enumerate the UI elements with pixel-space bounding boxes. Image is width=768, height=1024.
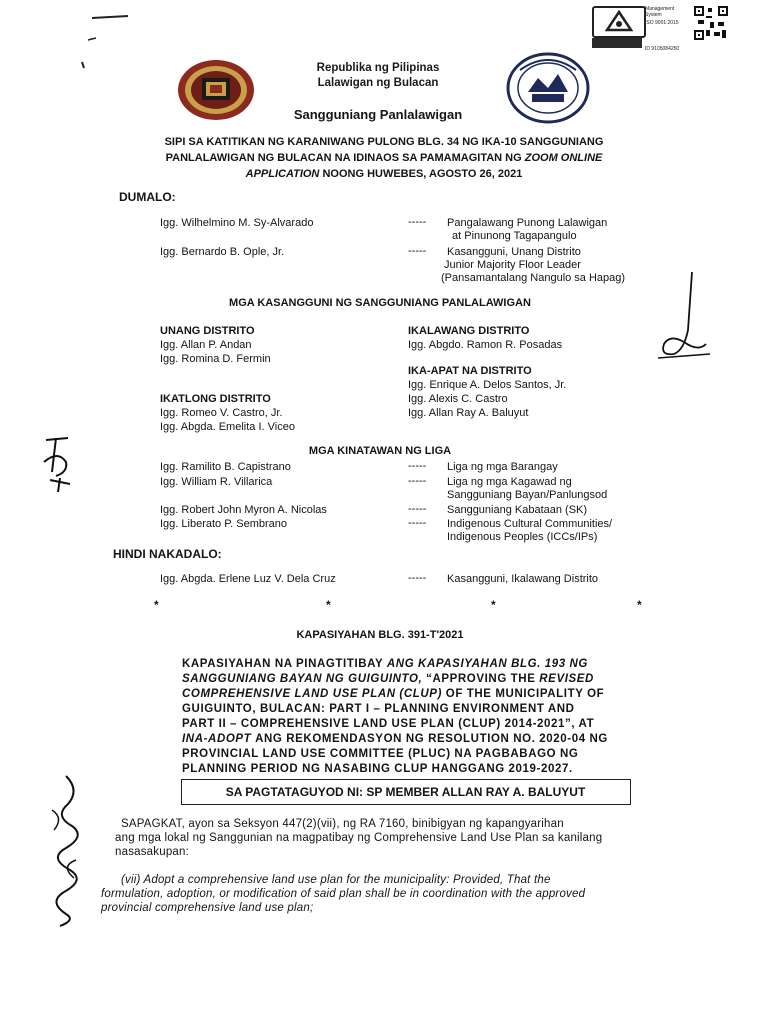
district-heading-4: IKA-APAT NA DISTRITO (408, 365, 532, 377)
district-member: Igg. Allan P. Andan (160, 339, 252, 351)
council-name: Sangguniang Panlalawigan (293, 107, 463, 122)
officer-role-2c: (Pansamantalang Nangulo sa Hapag) (441, 272, 626, 284)
officer-role-1b: at Pinunong Tagapangulo (452, 230, 577, 242)
bulacan-seal-icon (506, 52, 590, 124)
league-dash: ----- (408, 460, 427, 472)
absent-role: Kasangguni, Ikalawang Distrito (447, 573, 599, 585)
whereas-line: nasasakupan: (115, 846, 190, 858)
officer-role-2b: Junior Majority Floor Leader (444, 259, 581, 271)
resolution-title-segment: PROVINCIAL LAND USE COMMITTEE (PLUC) NA PAGBABAGO NG (182, 748, 579, 760)
league-heading: MGA KINATAWAN NG LIGA (308, 445, 452, 457)
district-member: Igg. Romeo V. Castro, Jr. (160, 407, 283, 419)
present-label: DUMALO: (119, 190, 176, 204)
resolution-title-line (182, 702, 608, 717)
league-name: Igg. Liberato P. Sembrano (160, 518, 287, 530)
officer-dash-1: ----- (408, 216, 427, 228)
whereas-line: SAPAGKAT, ayon sa Seksyon 447(2)(vii), ng RA 7160, binibigyan ng kapangyarihan (121, 818, 564, 830)
minutes-title (110, 134, 658, 182)
margin-signature-left (36, 770, 96, 930)
cert-system-label: Management System (645, 6, 675, 18)
absent-dash: ----- (408, 572, 427, 584)
members-heading: MGA KASANGGUNI NG SANGGUNIANG PANLALAWIGAN (229, 297, 531, 309)
league-dash: ----- (408, 517, 427, 529)
resolution-title-segment: INA-ADOPT (182, 733, 256, 745)
sangguniang-seal-icon (176, 58, 256, 122)
resolution-title-line (182, 717, 608, 732)
quoted-provision (101, 873, 585, 915)
minutes-title-line-2: PANLALAWIGAN NG BULACAN NA IDINAOS SA PAMAMAGITAN NG ZOOM ONLINE (165, 152, 603, 164)
district-heading-3: IKATLONG DISTRITO (160, 393, 271, 405)
league-name: Igg. William R. Villarica (160, 476, 273, 488)
absent-name: Igg. Abgda. Erlene Luz V. Dela Cruz (160, 573, 336, 585)
league-dash: ----- (408, 475, 427, 487)
quote-line: formulation, adoption, or modification of said plan shall be in coordination with the approved (101, 888, 586, 900)
officer-role-1a: Pangalawang Punong Lalawigan (447, 217, 608, 229)
whereas-line: ang mga lokal ng Sanggunian na magpatibay ng Comprehensive Land Use Plan sa kanilang (115, 832, 603, 844)
district-member: Igg. Abgda. Emelita I. Viceo (160, 421, 295, 433)
resolution-title-segment: OF THE MUNICIPALITY OF (445, 688, 605, 700)
resolution-title-segment: GUIGUINTO, BULACAN: PART I – PLANNING ENVIRONMENT AND (182, 703, 575, 715)
league-role: Sangguniang Bayan/Panlungsod (447, 489, 608, 501)
cert-standard: ISO 9001:2015 (645, 20, 679, 26)
league-role: Indigenous Cultural Communities/ (447, 518, 613, 530)
resolution-number: KAPASIYAHAN BLG. 391-T'2021 (296, 629, 464, 641)
resolution-title-segment: REVISED (539, 673, 594, 685)
resolution-title-line (182, 672, 608, 687)
district-heading-2: IKALAWANG DISTRITO (408, 325, 530, 337)
sponsor-line: SA PAGTATAGUYOD NI: SP MEMBER ALLAN RAY A. BALUYUT (225, 785, 586, 799)
resolution-title-segment: PART II – COMPREHENSIVE LAND USE PLAN (CLUP) 2014-2021”, AT (182, 718, 595, 730)
resolution-title-line (182, 732, 608, 747)
cert-id: ID 9105084250 (645, 46, 680, 52)
resolution-title-segment: SANGGUNIANG BAYAN NG GUIGUINTO, (182, 673, 427, 685)
sponsor-box (181, 779, 631, 805)
margin-scribble (80, 10, 140, 70)
league-name: Igg. Robert John Myron A. Nicolas (160, 504, 327, 516)
minutes-title-line-3: APPLICATION NOONG HUWEBES, AGOSTO 26, 2021 (245, 168, 523, 180)
league-role: Indigenous Peoples (ICCs/IPs) (447, 531, 598, 543)
resolution-title-segment: PLANNING PERIOD NG NASABING CLUP HANGGANG 2019-2027. (182, 763, 573, 775)
league-role: Liga ng mga Barangay (447, 461, 558, 473)
quote-line: provincial comprehensive land use plan; (101, 902, 314, 914)
league-role: Sangguniang Kabataan (SK) (447, 504, 588, 516)
resolution-title-line (182, 687, 608, 702)
league-name: Igg. Ramilito B. Capistrano (160, 461, 291, 473)
league-dash: ----- (408, 503, 427, 515)
margin-signature-right (654, 270, 714, 380)
district-heading-1: UNANG DISTRITO (160, 325, 255, 337)
resolution-title-line (182, 747, 608, 762)
minutes-title-line-1: SIPI SA KATITIKAN NG KARANIWANG PULONG BLG. 34 NG IKA-10 SANGGUNIANG (164, 136, 604, 148)
absent-label: HINDI NAKADALO: (113, 547, 222, 561)
margin-initials-left (38, 432, 78, 496)
officer-name-1: Igg. Wilhelmino M. Sy-Alvarado (160, 217, 314, 229)
tuv-triangle-icon (594, 8, 644, 36)
separator-star: * (326, 598, 331, 612)
resolution-title-segment: ANG KAPASIYAHAN BLG. 193 NG (386, 658, 588, 670)
tuv-certification-badge (592, 6, 646, 38)
resolution-title (182, 657, 608, 777)
separator-star: * (637, 598, 642, 612)
district-member: Igg. Abgdo. Ramon R. Posadas (408, 339, 563, 351)
separator-star: * (154, 598, 159, 612)
district-member: Igg. Alexis C. Castro (408, 393, 508, 405)
whereas-paragraph (115, 817, 602, 859)
qr-code-icon (694, 6, 728, 40)
resolution-title-segment: KAPASIYAHAN NA PINAGTITIBAY (182, 658, 387, 670)
separator-star: * (491, 598, 496, 612)
district-member: Igg. Romina D. Fermin (160, 353, 271, 365)
district-member: Igg. Enrique A. Delos Santos, Jr. (408, 379, 567, 391)
officer-role-2a: Kasangguni, Unang Distrito (447, 246, 581, 258)
quote-line: (vii) Adopt a comprehensive land use plan for the municipality: Provided, That the (121, 874, 551, 886)
resolution-title-segment: “APPROVING THE (426, 673, 540, 685)
province-line: Lalawigan ng Bulacan (317, 77, 439, 89)
league-role: Liga ng mga Kagawad ng (447, 476, 572, 488)
cert-bar (592, 38, 642, 48)
resolution-title-segment: ANG REKOMENDASYON NG RESOLUTION NO. 2020-04 NG (255, 733, 608, 745)
district-member: Igg. Allan Ray A. Baluyut (408, 407, 529, 419)
officer-dash-2: ----- (408, 245, 427, 257)
resolution-title-line (182, 762, 608, 777)
resolution-title-line (182, 657, 608, 672)
resolution-title-segment: COMPREHENSIVE LAND USE PLAN (CLUP) (182, 688, 446, 700)
officer-name-2: Igg. Bernardo B. Ople, Jr. (160, 246, 285, 258)
republic-line: Republika ng Pilipinas (316, 62, 440, 74)
